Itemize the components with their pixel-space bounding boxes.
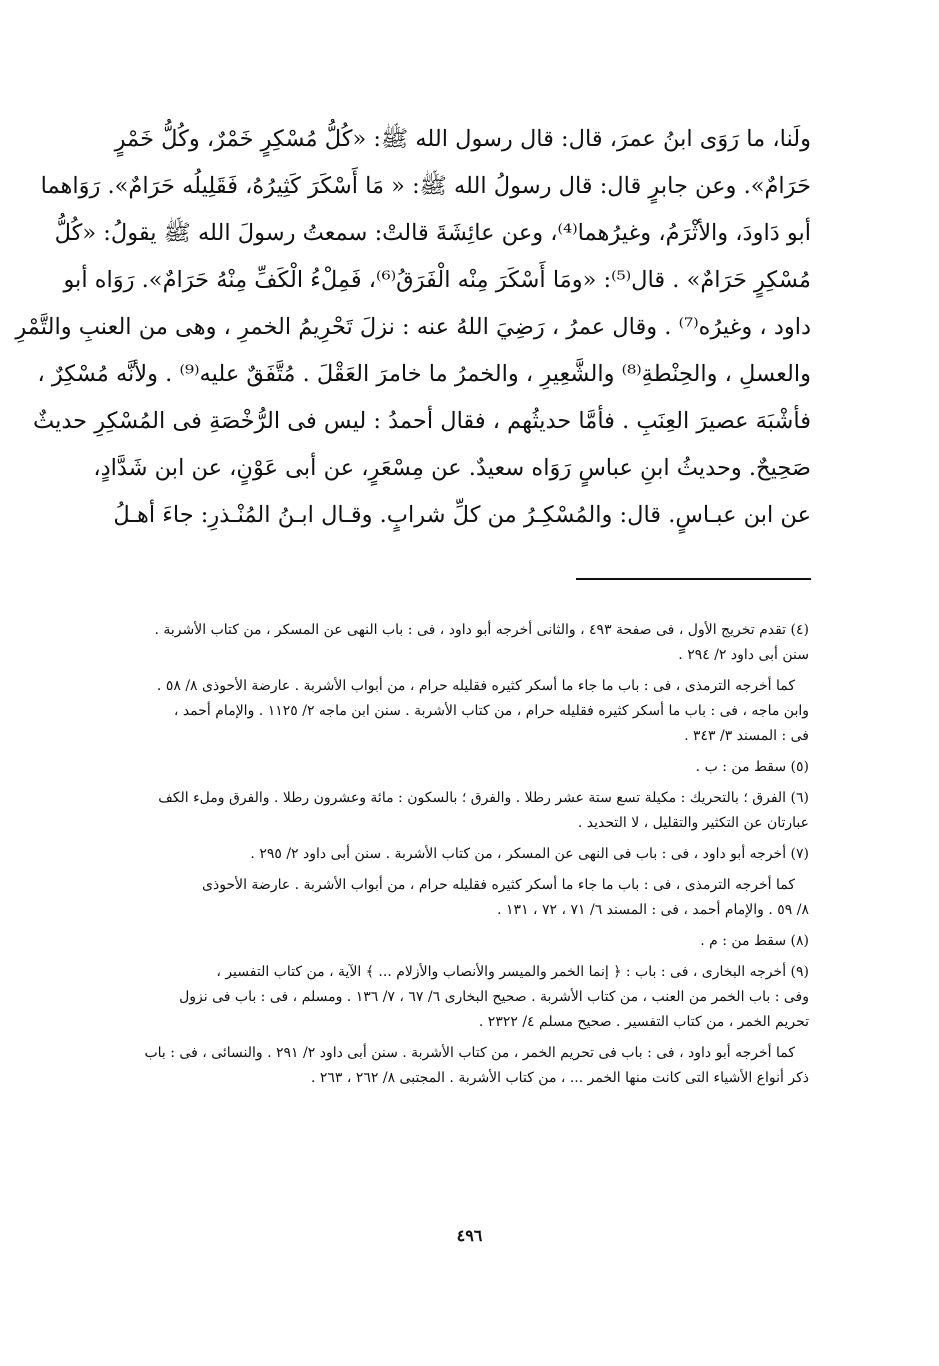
main-text-line: أبو دَاودَ، والأثْرَمُ، وغيرُهما⁽⁴⁾، وعن عائِشَةَ قالتْ: سمعتُ رسولَ الله ﷺ يقولُ: «كُلُّ	[54, 220, 811, 246]
footnote-line: (٨) سقط من : م .	[700, 933, 809, 949]
footnote-line: وابن ماجه ، فى : باب ما أسكر كثيره فقليله حرام ، من كتاب الأشربة . سنن ابن ماجه ٢/ ١١٢٥ . والإمام أحمد ،	[173, 703, 809, 719]
footnote-8	[109, 929, 809, 954]
footnote-divider	[576, 578, 811, 580]
footnote-line: كما أخرجه الترمذى ، فى : باب ما جاء ما أسكر كثيره فقليله حرام ، من أبواب الأشربة . عارضة الأحوذى ٨/ ٥٨ .	[156, 678, 795, 694]
footnotes-section	[109, 618, 809, 1097]
footnote-9	[109, 960, 809, 1035]
footnote-line: وفى : باب الخمر من العنب ، من كتاب الأشربة . صحيح البخارى ٦/ ٦٧ ، ٧/ ١٣٦ . ومسلم ، فى : باب فى نزول	[179, 989, 809, 1005]
main-text-line: صَحِيحٌ. وحديثُ ابنِ عباسٍ رَوَاه سعيدٌ. عن مِسْعَرٍ، عن أبى عَوْنٍ، عن ابن شَدَّادٍ،	[93, 455, 811, 481]
footnote-line: ذكر أنواع الأشياء التى كانت منها الخمر ... ، من كتاب الأشربة . المجتبى ٨/ ٢٦٢ ، ٢٦٣ .	[310, 1070, 809, 1086]
footnote-line: (٧) أخرجه أبو داود ، فى : باب فى النهى عن المسكر ، من كتاب الأشربة . سنن أبى داود ٢/ ٢٩٥ .	[250, 846, 809, 862]
footnote-line: (٤) تقدم تخريج الأول ، فى صفحة ٤٩٣ ، والثانى أخرجه أبو داود ، فى : باب النهى عن المسكر ، من كتاب الأشربة .	[154, 622, 809, 638]
footnote-4	[109, 618, 809, 668]
main-text-line: حَرَامٌ». وعن جابرٍ قال: قال رسولُ الله ﷺ: « مَا أَسْكَرَ كَثِيرُهُ، فَقَلِيلُه حَرَامٌ». رَوَاهما	[40, 173, 811, 199]
footnote-line: (٦) الفرق ؛ بالتحريك : مكيلة تسع ستة عشر رطلا . والفرق ؛ بالسكون : مائة وعشرون رطلا . والفرق وملء الكف	[158, 790, 809, 806]
main-text-line: داود ، وغيرُه⁽⁷⁾ . وقال عمرُ ، رَضِيَ اللهُ عنه : نزلَ تَحْرِيمُ الخمرِ ، وهى من العنبِ والتَّمْرِ	[15, 314, 811, 340]
main-text-line: والعسلِ ، والحِنْطةِ⁽⁸⁾ والشَّعِيرِ ، والخمرُ ما خامرَ العَقْلَ . مُتَّفَقٌ عليه⁽⁹⁾ . ولأنَّه مُسْكِرٌ ،	[37, 361, 811, 387]
footnote-6	[109, 786, 809, 836]
footnote-line: كما أخرجه الترمذى ، فى : باب ما جاء ما أسكر كثيره فقليله حرام ، من أبواب الأشربة . عارضة الأحوذى	[202, 877, 795, 893]
footnote-line: (٥) سقط من : ب .	[695, 759, 809, 775]
footnote-line: تحريم الخمر ، من كتاب التفسير . صحيح مسلم ٤/ ٢٣٢٢ .	[478, 1014, 809, 1030]
main-text-line: عن ابن عبـاسٍ. قال: والمُسْكِـرُ من كلِّ شرابٍ. وقـال ابـنُ المُنْـذرِ: جاءَ أهـلُ	[113, 502, 811, 528]
footnote-line: (٩) أخرجه البخارى ، فى : باب : ﴿ إنما الخمر والميسر والأنصاب والأزلام ... ﴾ الآية ، من كتاب التفسير ،	[216, 964, 809, 980]
page-number: ٤٩٦	[456, 1226, 483, 1245]
main-text-line: فأشْبَهَ عصيرَ العِنَبِ . فأمَّا حديثُهم ، فقال أحمدُ : ليس فى الرُّخْصَةِ فى المُسْكِرِ حديثٌ	[33, 408, 811, 434]
footnote-9-continued	[109, 1041, 809, 1091]
footnote-line: سنن أبى داود ٢/ ٢٩٤ .	[678, 647, 809, 663]
footnote-4-continued	[109, 674, 809, 749]
footnote-line: عبارتان عن التكثير والتقليل ، لا التحديد .	[577, 815, 809, 831]
footnote-7	[109, 842, 809, 867]
main-text-line: مُسْكِرٍ حَرَامٌ» . قال⁽⁵⁾: «ومَا أَسْكَرَ مِنْه الْفَرَقُ⁽⁶⁾، فَمِلْءُ الْكَفِّ مِنْهُ حَرَامٌ». رَوَاه أبو	[63, 267, 811, 293]
footnote-5	[109, 755, 809, 780]
footnote-line: ٨/ ٥٩ . والإمام أحمد ، فى : المسند ٦/ ٧١ ، ٧٢ ، ١٣١ .	[497, 902, 809, 918]
footnote-line: فى : المسند ٣/ ٣٤٣ .	[684, 728, 809, 744]
footnote-line: كما أخرجه أبو داود ، فى : باب فى تحريم الخمر ، من كتاب الأشربة . سنن أبى داود ٢/ ٢٩١ . والنسائى ، فى : باب	[144, 1045, 795, 1061]
main-text-line: ولَنا، ما رَوَى ابنُ عمرَ، قال: قال رسول الله ﷺ: «كُلُّ مُسْكِرٍ خَمْرٌ، وكُلُّ خَمْرٍ	[114, 126, 811, 152]
footnote-7-continued	[109, 873, 809, 923]
main-text-body	[15, 116, 811, 539]
